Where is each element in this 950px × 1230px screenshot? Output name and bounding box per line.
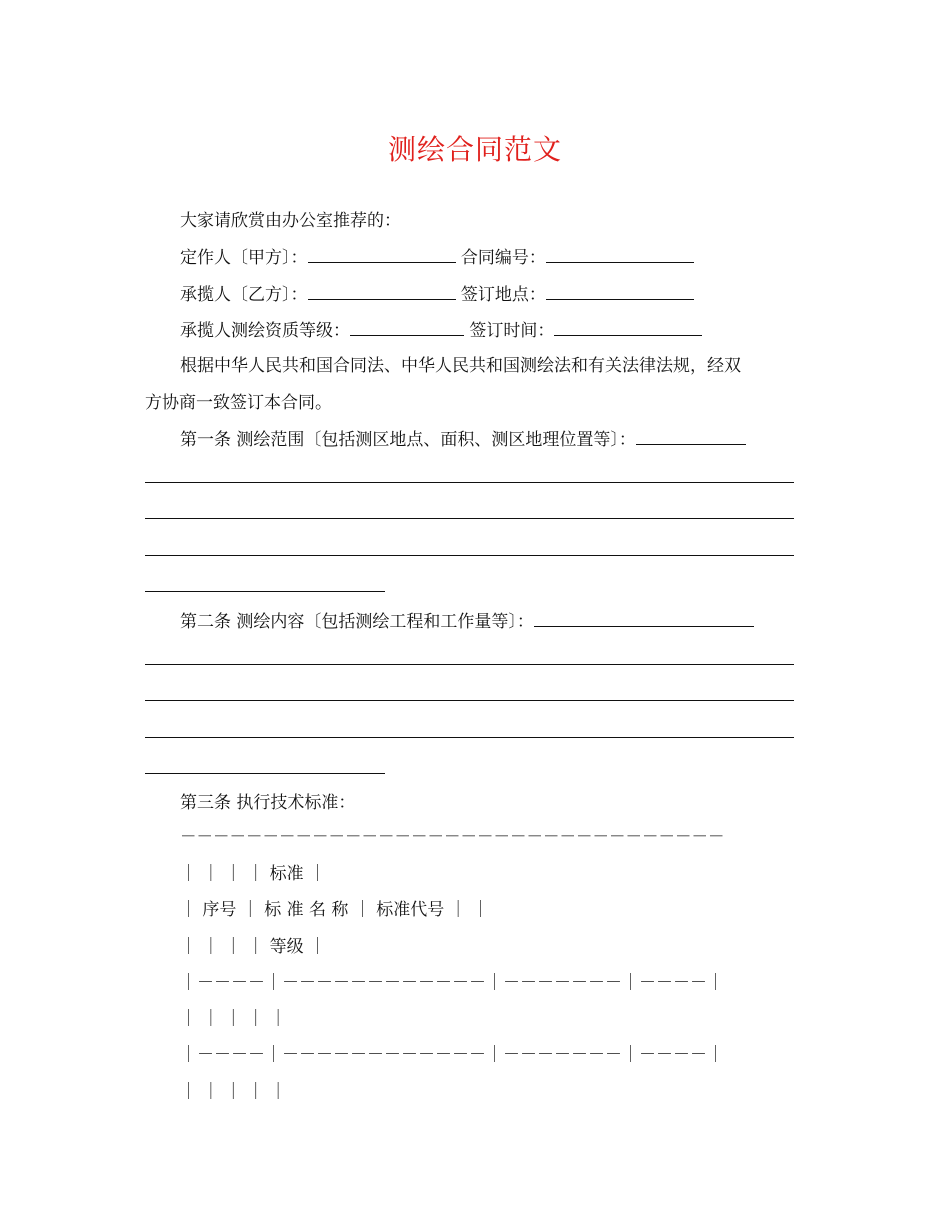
qualification-blank[interactable]	[350, 319, 464, 336]
table-separator-1: ｜－－－－｜－－－－－－－－－－－－｜－－－－－－－｜－－－－｜	[180, 973, 724, 993]
sign-time-blank[interactable]	[554, 319, 702, 336]
article-1-row	[180, 428, 746, 451]
article-2-row	[180, 610, 754, 633]
table-empty-row-2: ｜ ｜ ｜ ｜ ｜	[180, 1082, 287, 1102]
party-b-blank[interactable]	[308, 283, 456, 300]
article-3-heading: 第三条 执行技术标准：	[180, 793, 356, 813]
preamble-line-1: 根据中华人民共和国合同法、中华人民共和国测绘法和有关法律法规，经双	[180, 356, 741, 376]
sign-time-label: 签订时间：	[469, 321, 555, 341]
sign-place-blank[interactable]	[546, 283, 694, 300]
party-a-row	[180, 246, 694, 269]
article-1-heading: 第一条 测绘范围〔包括测区地点、面积、测区地理位置等〕：	[180, 430, 636, 450]
party-a-blank[interactable]	[308, 246, 456, 263]
article-2-heading: 第二条 测绘内容〔包括测绘工程和工作量等〕：	[180, 612, 534, 632]
table-empty-row-1: ｜ ｜ ｜ ｜ ｜	[180, 1009, 287, 1029]
article-1-rule-3[interactable]	[145, 555, 794, 556]
article-1-rule-2[interactable]	[145, 518, 794, 519]
intro-text: 大家请欣赏由办公室推荐的：	[180, 211, 401, 231]
qualification-row	[180, 319, 702, 342]
article-2-rule-3[interactable]	[145, 737, 794, 738]
article-2-rule-1[interactable]	[145, 664, 794, 665]
table-header-row-c: ｜ ｜ ｜ ｜ 等级 ｜	[180, 937, 327, 957]
party-a-label: 定作人〔甲方〕：	[180, 248, 308, 268]
document-title: 测绘合同范文	[387, 133, 562, 166]
article-2-blank[interactable]	[534, 610, 754, 627]
contract-no-blank[interactable]	[546, 246, 694, 263]
sign-place-label: 签订地点：	[460, 285, 546, 305]
table-top-rule: －－－－－－－－－－－－－－－－－－－－－－－－－－－－－－－－－	[180, 827, 725, 846]
party-b-row	[180, 283, 694, 306]
table-header-row-b: ｜ 序号 ｜ 标 准 名 称 ｜ 标准代号 ｜ ｜	[180, 900, 490, 920]
table-header-row-a: ｜ ｜ ｜ ｜ 标准 ｜	[180, 864, 327, 884]
article-1-blank[interactable]	[636, 428, 746, 445]
qualification-label: 承揽人测绘资质等级：	[180, 321, 350, 341]
article-2-rule-2[interactable]	[145, 700, 794, 701]
contract-no-label: 合同编号：	[460, 248, 546, 268]
article-2-rule-4[interactable]	[145, 773, 385, 774]
party-b-label: 承揽人〔乙方〕：	[180, 285, 308, 305]
article-1-rule-1[interactable]	[145, 482, 794, 483]
preamble-line-2: 方协商一致签订本合同。	[145, 393, 332, 413]
table-separator-2: ｜－－－－｜－－－－－－－－－－－－｜－－－－－－－｜－－－－｜	[180, 1045, 724, 1065]
article-1-rule-4[interactable]	[145, 591, 385, 592]
